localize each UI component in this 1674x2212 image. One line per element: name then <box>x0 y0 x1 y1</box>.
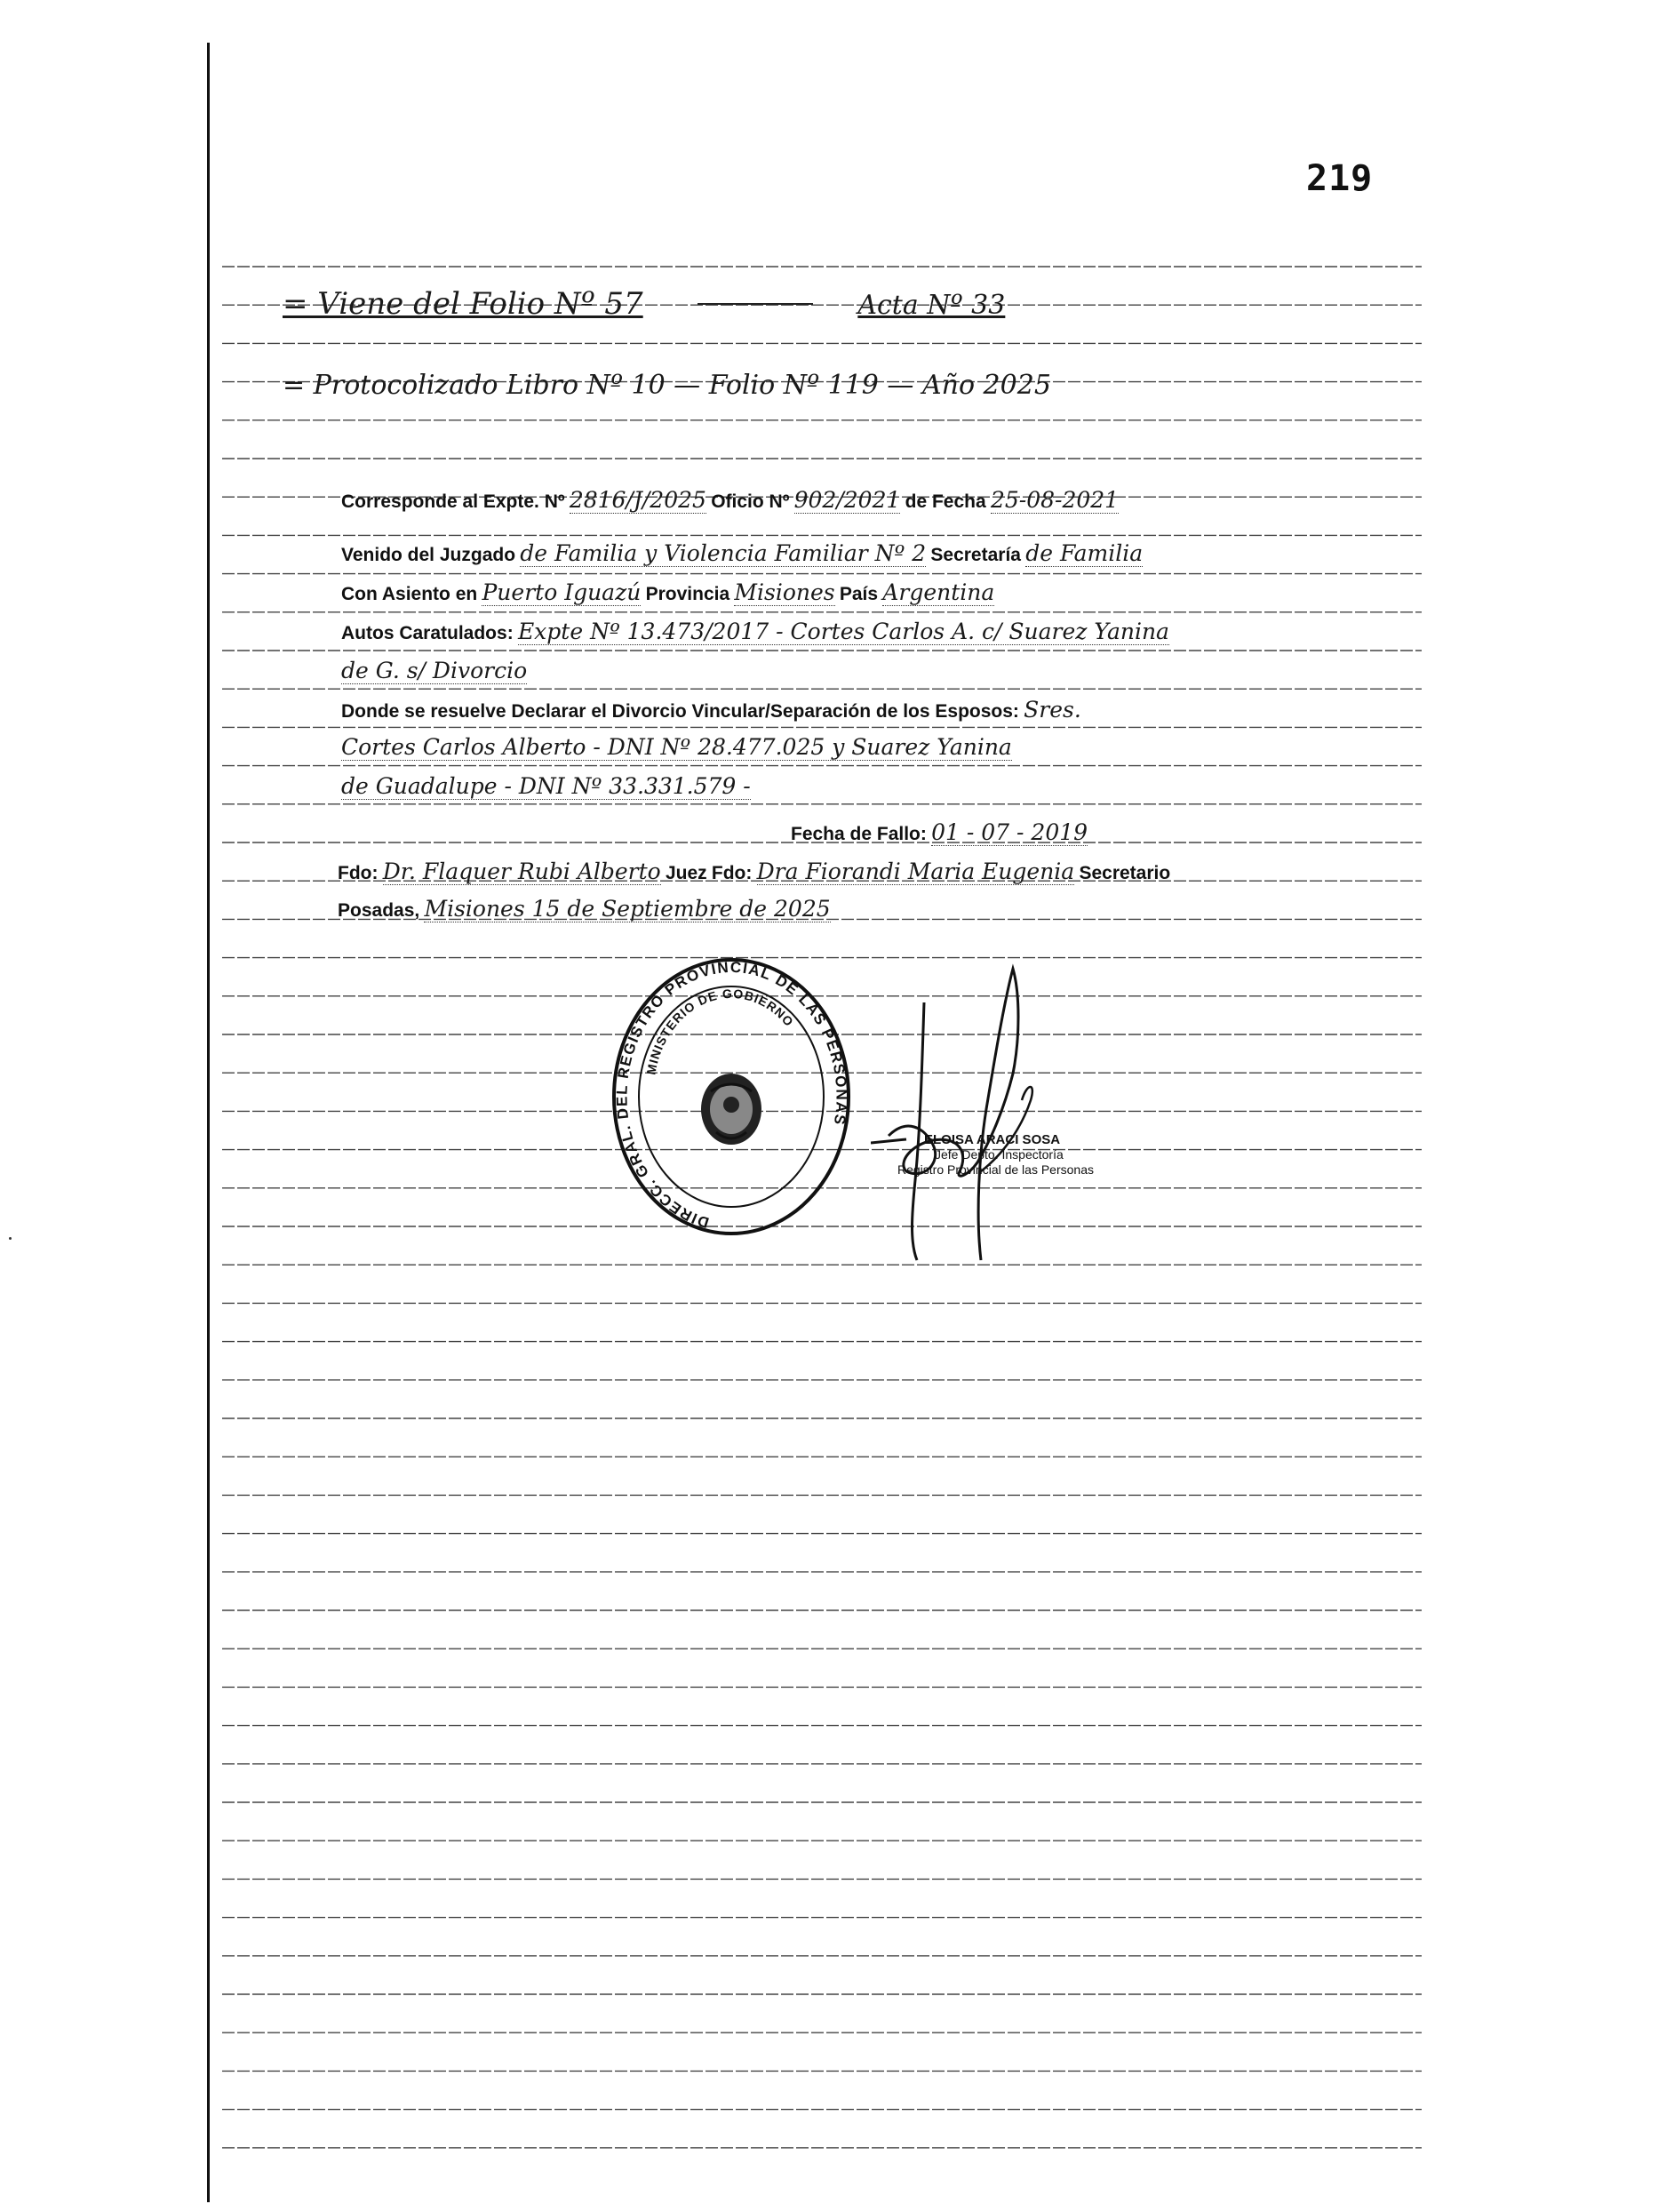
oficio-value: 902/2021 <box>793 487 901 513</box>
form-row-corresponde <box>341 487 1119 515</box>
stray-mark <box>9 1237 12 1240</box>
signatory-role: Jefe Depto. Inspectoría <box>935 1147 1064 1162</box>
fecha-label: de Fecha <box>905 491 986 512</box>
coat-of-arms-icon <box>701 1074 761 1145</box>
corresponde-label: Corresponde al Expte. Nº <box>341 491 565 512</box>
form-row-autos <box>341 619 1169 647</box>
esposos-value-1: Cortes Carlos Alberto - DNI Nº 28.477.025 y Suarez Yanina <box>341 734 1012 760</box>
secretario-value: Dra Fiorandi Maria Eugenia <box>756 858 1075 884</box>
form-row-posadas <box>338 896 831 924</box>
official-seal <box>611 958 851 1235</box>
esposos-value-2: de Guadalupe - DNI Nº 33.331.579 - <box>341 773 751 799</box>
header-dash <box>698 303 813 305</box>
autos-value-1: Expte Nº 13.473/2017 - Cortes Carlos A. c/ Suarez Yanina <box>517 619 1169 644</box>
seal-outer-text: DIRECC. GRAL. DEL REGISTRO PROVINCIAL DE LAS PERSONAS <box>613 958 850 1232</box>
posadas-label: Posadas, <box>338 900 420 921</box>
header-viene-del-folio <box>283 286 1005 322</box>
secretario-label: Secretario <box>1079 863 1171 883</box>
venido-label: Venido del Juzgado <box>341 545 516 565</box>
page-number: 219 <box>1306 158 1374 199</box>
viene-del-folio-text: = Viene del Folio Nº 57 <box>283 286 643 322</box>
asiento-label: Con Asiento en <box>341 584 478 604</box>
signatory-institution: Registro Provincial de las Personas <box>897 1162 1094 1177</box>
posadas-value: Misiones 15 de Septiembre de 2025 <box>424 896 831 922</box>
resuelve-label: Donde se resuelve Declarar el Divorcio Vincular/Separación de los Esposos: <box>341 701 1019 722</box>
sres-value: Sres. <box>1024 697 1081 723</box>
provincia-label: Provincia <box>645 584 730 604</box>
signatory-name: ELOISA ARACI SOSA <box>924 1132 1061 1147</box>
form-row-resuelve <box>341 697 1081 725</box>
fallo-label: Fecha de Fallo: <box>791 824 927 844</box>
provincia-value: Misiones <box>734 579 835 605</box>
asiento-value: Puerto Iguazú <box>482 579 642 605</box>
fdo-juez-label: Fdo: <box>338 863 379 883</box>
juez-label: Juez <box>665 863 707 883</box>
fecha-value: 25-08-2021 <box>990 487 1120 513</box>
signature-stamp <box>897 1132 1164 1178</box>
seal-inner-text: MINISTERIO DE GOBIERNO <box>643 986 797 1076</box>
autos-label: Autos Caratulados: <box>341 623 514 643</box>
form-row-venido <box>341 540 1143 569</box>
pais-value: Argentina <box>882 579 995 605</box>
pais-label: País <box>839 584 879 604</box>
oficio-label: Oficio Nº <box>711 491 790 512</box>
margin-line <box>207 43 210 2202</box>
form-row-asiento <box>341 579 994 608</box>
autos-value-2: de G. s/ Divorcio <box>341 658 528 683</box>
secretaria-label: Secretaría <box>930 545 1021 565</box>
form-row-esposos-1 <box>341 734 1012 762</box>
form-row-fallo <box>791 819 1088 848</box>
header-protocolizado: = Protocolizado Libro Nº 10 — Folio Nº 119 — Año 2025 <box>283 370 1051 401</box>
form-row-autos-cont <box>341 658 527 685</box>
handwritten-signature <box>871 949 1102 1278</box>
juez-value: Dr. Flaquer Rubi Alberto <box>382 858 661 884</box>
form-row-esposos-2 <box>341 773 751 801</box>
juzgado-value: de Familia y Violencia Familiar Nº 2 <box>520 540 927 566</box>
fdo-secretario-label: Fdo: <box>711 863 753 883</box>
fallo-value: 01 - 07 - 2019 <box>931 819 1088 845</box>
expte-value: 2816/J/2025 <box>569 487 706 513</box>
acta-number: Acta Nº 33 <box>857 290 1006 321</box>
secretaria-value: de Familia <box>1025 540 1144 566</box>
form-row-firmas <box>338 858 1170 887</box>
